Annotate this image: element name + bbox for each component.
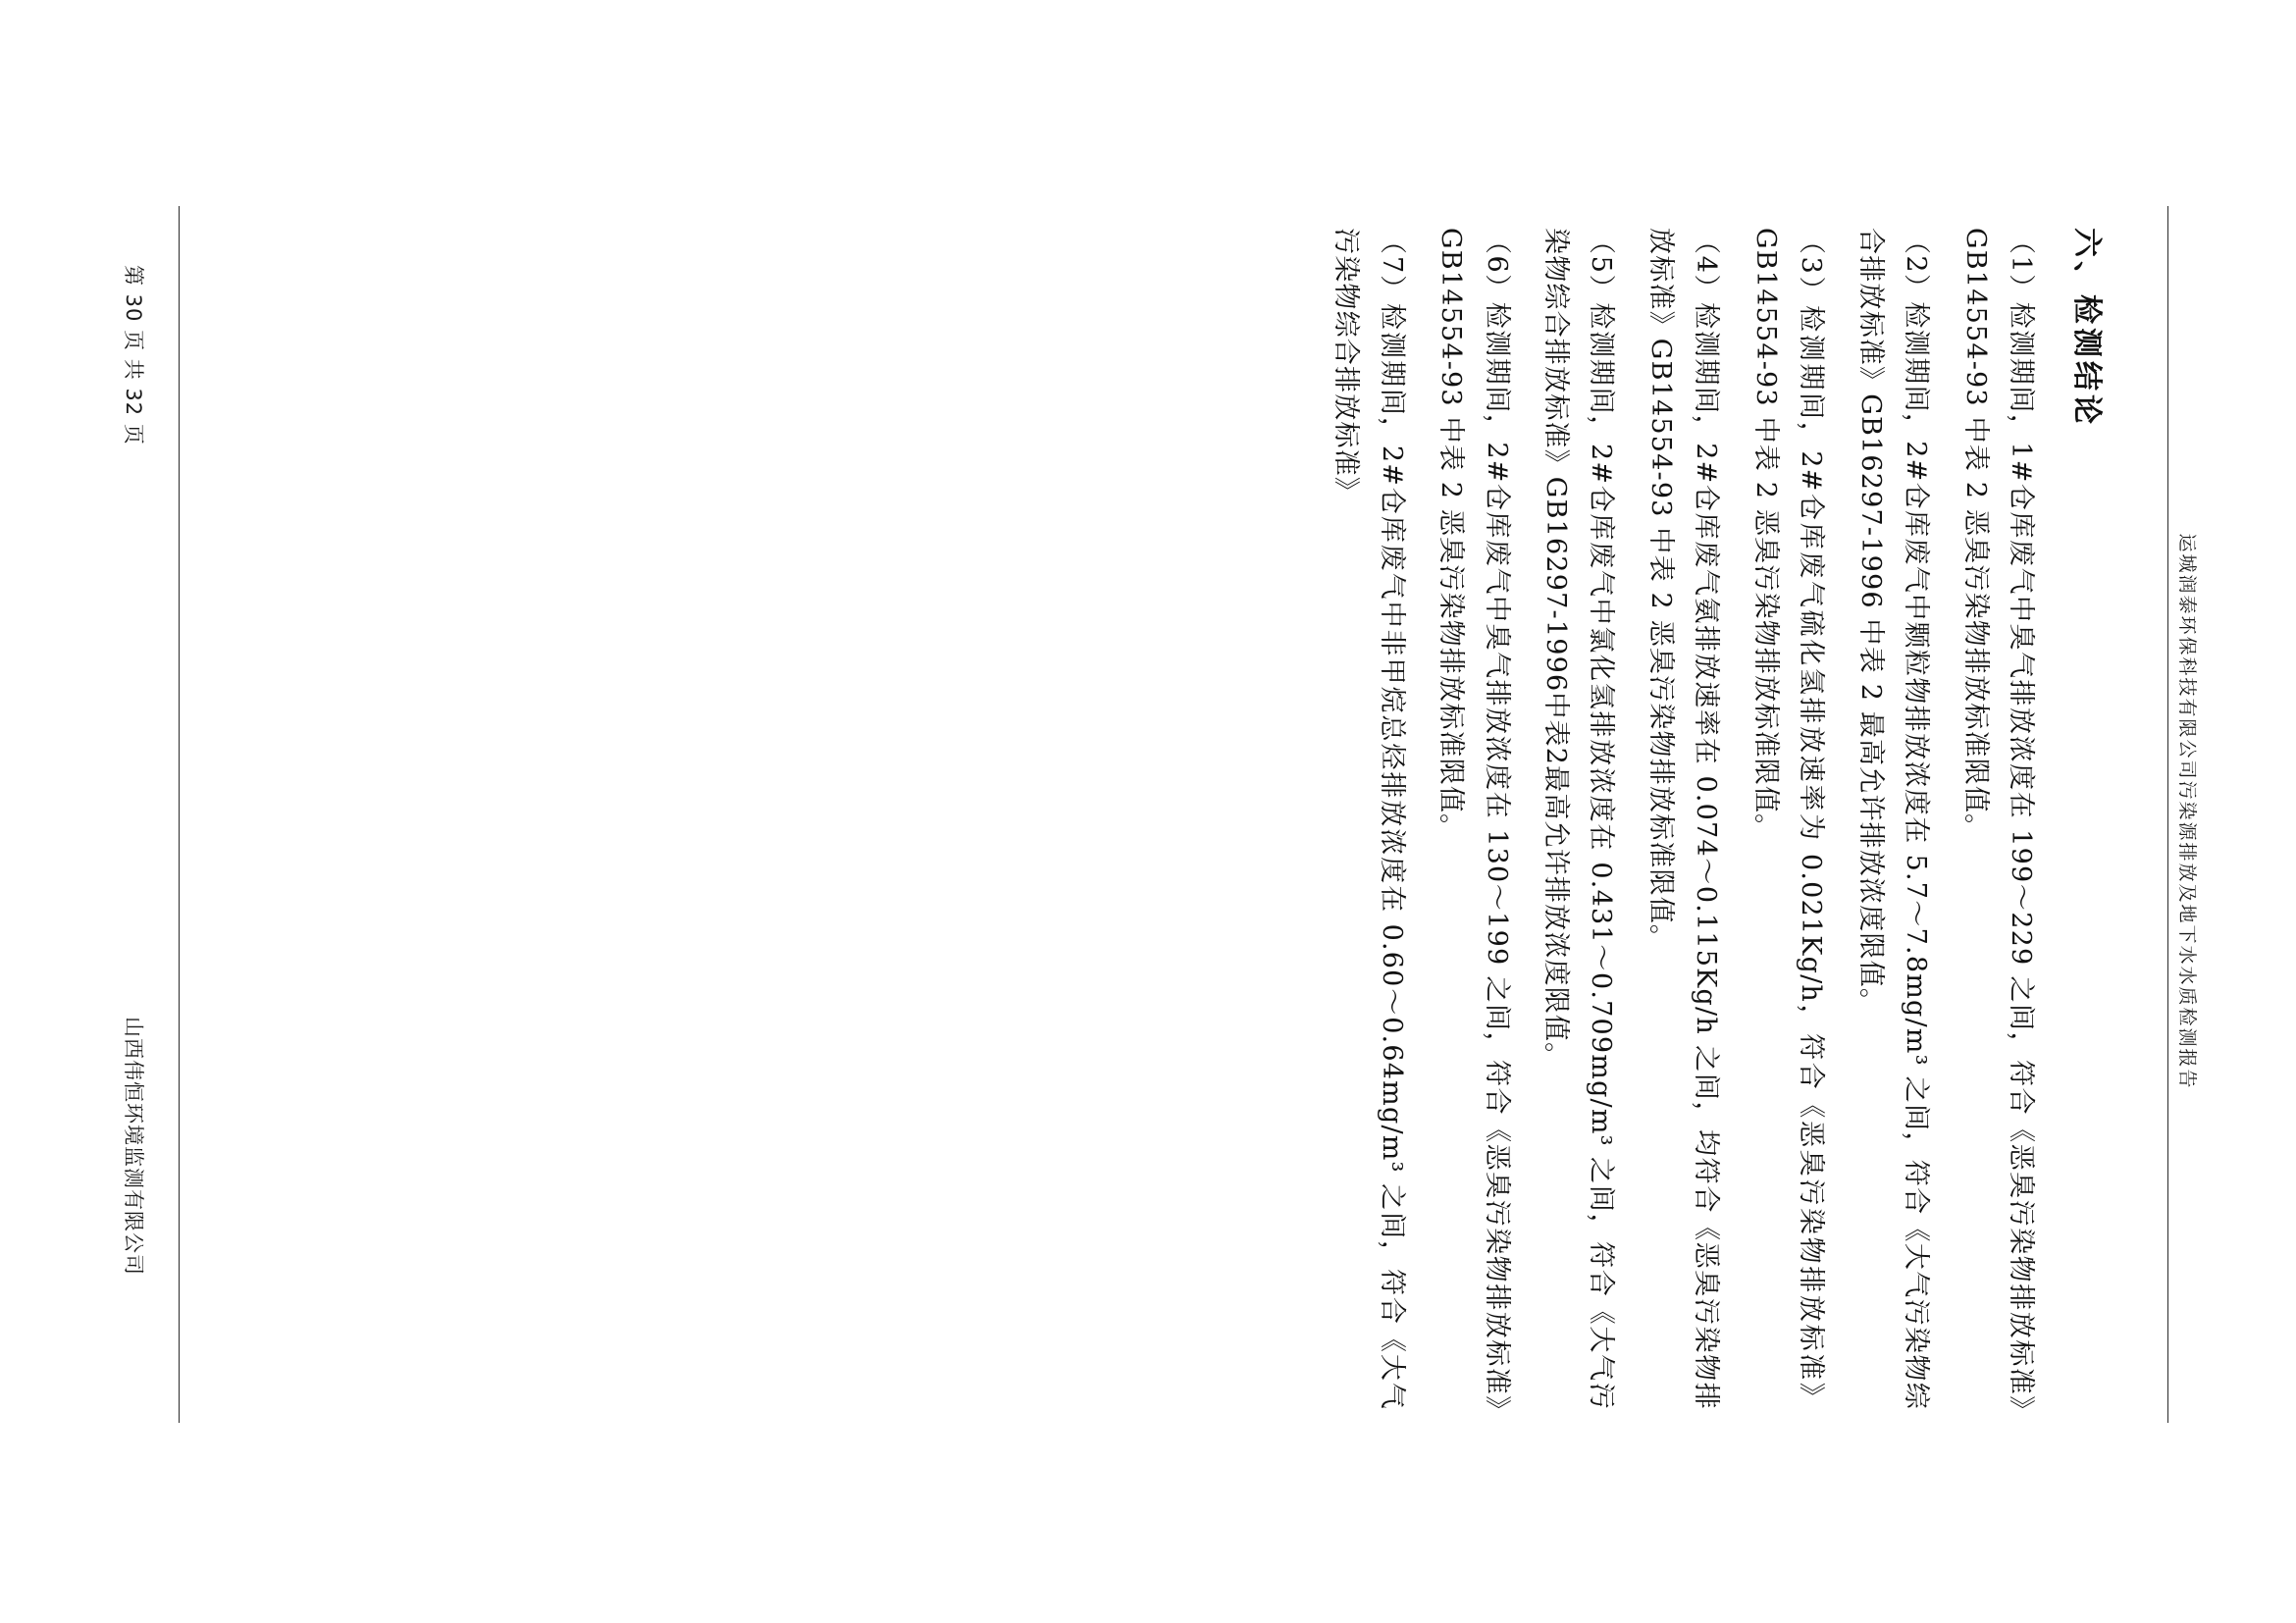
paragraph-5: （5）检测期间，2#仓库废气中氯化氢排放浓度在 0.431～0.709mg/m³ 之间，符合《大气污染物综合排放标准》GB16297-1996中表2最高允许排放浓度限值。 bbox=[1540, 228, 1617, 1410]
paragraph-3: （3）检测期间，2#仓库废气硫化氢排放速率为 0.021Kg/h，符合《恶臭污染物排放标准》GB14554-93 中表 2 恶臭污染物排放标准限值。 bbox=[1749, 228, 1827, 1410]
section-title: 六、检测结论 bbox=[2069, 228, 2104, 428]
page-number: 第 30 页 共 32 页 bbox=[122, 265, 145, 445]
paragraph-7: （7）检测期间，2#仓库废气中非甲烷总烃排放浓度在 0.60～0.64mg/m³ 之间，符合《大气污染物综合排放标准》 bbox=[1331, 228, 1407, 1410]
document-header-title: 运城润泰环保科技有限公司污染源排放及地下水水质检测报告 bbox=[2176, 533, 2198, 1090]
header-divider bbox=[2167, 206, 2168, 1423]
document-body bbox=[1309, 228, 2129, 1410]
document-footer bbox=[120, 206, 149, 1423]
paragraph-2: （2）检测期间，2#仓库废气中颗粒物排放浓度在 5.7～7.8mg/m³ 之间，符合《大气污染物综合排放标准》GB16297-1996 中表 2 最高允许排放浓度限值。 bbox=[1854, 228, 1932, 1410]
paragraph-1: （1）检测期间，1#仓库废气中臭气排放浓度在 199～229 之间，符合《恶臭污染物排放标准》GB14554-93 中表 2 恶臭污染物排放标准限值。 bbox=[1959, 228, 2036, 1410]
footer-divider bbox=[179, 206, 180, 1423]
paragraph-6: （6）检测期间，2#仓库废气中臭气排放浓度在 130～199 之间，符合《恶臭污染物排放标准》GB14554-93 中表 2 恶臭污染物排放标准限值。 bbox=[1435, 228, 1512, 1410]
paragraph-4: （4）检测期间，2#仓库废气氨排放速率在 0.074～0.115Kg/h 之间，均符合《恶臭污染物排放标准》GB14554-93 中表 2 恶臭污染物排放标准限值。 bbox=[1644, 228, 1722, 1410]
footer-organization: 山西伟恒环境监测有限公司 bbox=[122, 1017, 145, 1276]
